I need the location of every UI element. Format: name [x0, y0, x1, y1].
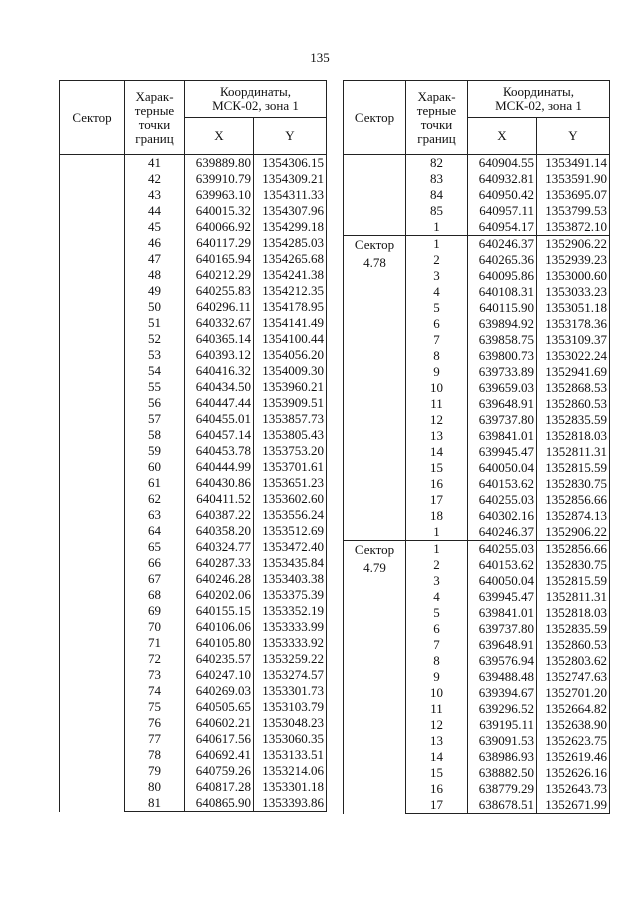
sector-cell — [344, 541, 406, 814]
y-coordinate-cell: 1352868.53 — [537, 380, 610, 396]
y-coordinate-cell: 1352619.46 — [537, 749, 610, 765]
y-coordinate-cell: 1352856.66 — [537, 492, 610, 508]
y-coordinate-cell: 1353591.90 — [537, 171, 610, 187]
point-number-cell: 51 — [125, 315, 185, 331]
point-number-cell: 16 — [406, 781, 468, 797]
sector-column-header: Сектор — [344, 81, 406, 155]
x-coordinate-cell: 640617.56 — [185, 731, 254, 747]
point-number-cell: 68 — [125, 587, 185, 603]
point-number-cell: 15 — [406, 460, 468, 476]
y-coordinate-cell: 1353259.22 — [254, 651, 327, 667]
y-coordinate-cell: 1352906.22 — [537, 236, 610, 253]
point-number-cell: 15 — [406, 765, 468, 781]
y-coordinate-cell: 1353556.24 — [254, 507, 327, 523]
y-coordinate-cell: 1353872.10 — [537, 219, 610, 236]
y-coordinate-cell: 1352747.63 — [537, 669, 610, 685]
x-coordinate-cell: 640153.62 — [468, 476, 537, 492]
y-coordinate-cell: 1353333.92 — [254, 635, 327, 651]
point-number-cell: 10 — [406, 380, 468, 396]
x-coordinate-cell: 640957.11 — [468, 203, 537, 219]
y-coordinate-cell: 1353178.36 — [537, 316, 610, 332]
y-coordinate-cell: 1353048.23 — [254, 715, 327, 731]
x-coordinate-cell: 640246.28 — [185, 571, 254, 587]
point-number-cell: 58 — [125, 427, 185, 443]
x-coordinate-cell: 639800.73 — [468, 348, 537, 364]
x-coordinate-cell: 640453.78 — [185, 443, 254, 459]
x-coordinate-cell: 640066.92 — [185, 219, 254, 235]
coordinates-header-line: МСК-02, зона 1 — [212, 98, 299, 113]
y-coordinate-cell: 1353333.99 — [254, 619, 327, 635]
point-number-cell: 55 — [125, 379, 185, 395]
point-number-cell: 43 — [125, 187, 185, 203]
point-number-cell: 44 — [125, 203, 185, 219]
point-number-cell: 12 — [406, 412, 468, 428]
table-header — [344, 81, 610, 155]
point-number-cell: 1 — [406, 524, 468, 541]
x-coordinate-cell: 638678.51 — [468, 797, 537, 814]
x-coordinate-cell: 638986.93 — [468, 749, 537, 765]
x-coordinate-cell: 640332.67 — [185, 315, 254, 331]
y-coordinate-cell: 1353753.20 — [254, 443, 327, 459]
x-coordinate-cell: 639659.03 — [468, 380, 537, 396]
point-number-cell: 71 — [125, 635, 185, 651]
x-coordinate-cell: 640212.29 — [185, 267, 254, 283]
table-row — [344, 541, 610, 558]
points-header-line: границ — [135, 130, 174, 146]
point-number-cell: 50 — [125, 299, 185, 315]
y-coordinate-cell: 1352906.22 — [537, 524, 610, 541]
x-coordinate-cell: 639963.10 — [185, 187, 254, 203]
y-coordinate-cell: 1352860.53 — [537, 637, 610, 653]
x-coordinate-cell: 639488.48 — [468, 669, 537, 685]
y-coordinate-cell: 1352818.03 — [537, 605, 610, 621]
x-coordinate-cell: 640950.42 — [468, 187, 537, 203]
point-number-cell: 1 — [406, 541, 468, 558]
x-coordinate-cell: 639889.80 — [185, 155, 254, 172]
point-number-cell: 2 — [406, 557, 468, 573]
point-number-cell: 9 — [406, 364, 468, 380]
x-coordinate-cell: 639648.91 — [468, 396, 537, 412]
y-coordinate-cell: 1354178.95 — [254, 299, 327, 315]
x-coordinate-cell: 640932.81 — [468, 171, 537, 187]
y-coordinate-cell: 1352856.66 — [537, 541, 610, 558]
x-coordinate-cell: 640296.11 — [185, 299, 254, 315]
x-coordinate-cell: 640050.04 — [468, 573, 537, 589]
x-coordinate-cell: 639910.79 — [185, 171, 254, 187]
points-column-header — [406, 81, 468, 155]
point-number-cell: 75 — [125, 699, 185, 715]
x-coordinate-cell: 640387.22 — [185, 507, 254, 523]
x-coordinate-cell: 639945.47 — [468, 589, 537, 605]
y-coordinate-cell: 1354241.38 — [254, 267, 327, 283]
x-coordinate-cell: 640015.32 — [185, 203, 254, 219]
x-coordinate-cell: 639394.67 — [468, 685, 537, 701]
y-coordinate-cell: 1353857.73 — [254, 411, 327, 427]
y-coordinate-cell: 1352830.75 — [537, 476, 610, 492]
point-number-cell: 6 — [406, 316, 468, 332]
point-number-cell: 13 — [406, 733, 468, 749]
point-number-cell: 17 — [406, 797, 468, 814]
coordinates-header-line: Координаты, — [220, 84, 291, 99]
points-header-line: точки — [420, 116, 453, 132]
y-coordinate-cell: 1352811.31 — [537, 589, 610, 605]
point-number-cell: 13 — [406, 428, 468, 444]
coordinates-header-line: Координаты, — [503, 84, 574, 99]
point-number-cell: 57 — [125, 411, 185, 427]
x-coordinate-cell: 639737.80 — [468, 412, 537, 428]
point-number-cell: 83 — [406, 171, 468, 187]
y-coordinate-cell: 1354309.21 — [254, 171, 327, 187]
x-coordinate-cell: 640155.15 — [185, 603, 254, 619]
y-coordinate-cell: 1352835.59 — [537, 412, 610, 428]
point-number-cell: 67 — [125, 571, 185, 587]
point-number-cell: 74 — [125, 683, 185, 699]
points-header-line: границ — [417, 130, 456, 146]
y-coordinate-cell: 1353909.51 — [254, 395, 327, 411]
y-coordinate-cell: 1352835.59 — [537, 621, 610, 637]
table-row — [344, 155, 610, 172]
y-coordinate-cell: 1353109.37 — [537, 332, 610, 348]
y-coordinate-cell: 1354311.33 — [254, 187, 327, 203]
y-coordinate-cell: 1354100.44 — [254, 331, 327, 347]
point-number-cell: 61 — [125, 475, 185, 491]
sector-label: 4.79 — [363, 560, 386, 575]
point-number-cell: 3 — [406, 573, 468, 589]
point-number-cell: 14 — [406, 749, 468, 765]
point-number-cell: 8 — [406, 348, 468, 364]
y-coordinate-cell: 1354299.18 — [254, 219, 327, 235]
x-coordinate-cell: 640411.52 — [185, 491, 254, 507]
x-coordinate-cell: 640759.26 — [185, 763, 254, 779]
y-coordinate-cell: 1353403.38 — [254, 571, 327, 587]
point-number-cell: 63 — [125, 507, 185, 523]
x-coordinate-cell: 640255.83 — [185, 283, 254, 299]
x-coordinate-cell: 640255.03 — [468, 541, 537, 558]
x-coordinate-cell: 640246.37 — [468, 236, 537, 253]
y-coordinate-cell: 1353805.43 — [254, 427, 327, 443]
y-coordinate-cell: 1354285.03 — [254, 235, 327, 251]
x-coordinate-cell: 640324.77 — [185, 539, 254, 555]
points-header-line: Харак- — [135, 88, 174, 104]
y-coordinate-cell: 1353512.69 — [254, 523, 327, 539]
point-number-cell: 65 — [125, 539, 185, 555]
point-number-cell: 82 — [406, 155, 468, 172]
point-number-cell: 1 — [406, 236, 468, 253]
x-coordinate-cell: 640416.32 — [185, 363, 254, 379]
y-coordinate-cell: 1353472.40 — [254, 539, 327, 555]
point-number-cell: 46 — [125, 235, 185, 251]
y-coordinate-cell: 1353375.39 — [254, 587, 327, 603]
x-coordinate-cell: 640865.90 — [185, 795, 254, 812]
point-number-cell: 12 — [406, 717, 468, 733]
x-coordinate-cell: 640165.94 — [185, 251, 254, 267]
y-coordinate-cell: 1352860.53 — [537, 396, 610, 412]
y-coordinate-cell: 1353060.35 — [254, 731, 327, 747]
y-coordinate-cell: 1352815.59 — [537, 573, 610, 589]
sector-cell — [344, 236, 406, 541]
point-number-cell: 11 — [406, 701, 468, 717]
point-number-cell: 14 — [406, 444, 468, 460]
x-coordinate-cell: 639648.91 — [468, 637, 537, 653]
y-coordinate-cell: 1353435.84 — [254, 555, 327, 571]
coordinates-header-line: МСК-02, зона 1 — [495, 98, 582, 113]
point-number-cell: 56 — [125, 395, 185, 411]
y-coordinate-cell: 1354212.35 — [254, 283, 327, 299]
point-number-cell: 59 — [125, 443, 185, 459]
point-number-cell: 10 — [406, 685, 468, 701]
x-coordinate-cell: 639737.80 — [468, 621, 537, 637]
point-number-cell: 72 — [125, 651, 185, 667]
coordinates-header — [185, 81, 327, 118]
x-coordinate-cell: 639858.75 — [468, 332, 537, 348]
sector-cell — [344, 155, 406, 236]
point-number-cell: 60 — [125, 459, 185, 475]
point-number-cell: 76 — [125, 715, 185, 731]
x-coordinate-cell: 640246.37 — [468, 524, 537, 541]
y-coordinate-cell: 1354306.15 — [254, 155, 327, 172]
x-coordinate-cell: 640115.90 — [468, 300, 537, 316]
x-coordinate-cell: 640954.17 — [468, 219, 537, 236]
y-coordinate-cell: 1353602.60 — [254, 491, 327, 507]
y-coordinate-cell: 1353491.14 — [537, 155, 610, 172]
point-number-cell: 7 — [406, 332, 468, 348]
point-number-cell: 3 — [406, 268, 468, 284]
sector-label: Сектор — [354, 542, 395, 557]
point-number-cell: 84 — [406, 187, 468, 203]
x-coordinate-cell: 639296.52 — [468, 701, 537, 717]
y-coordinate-cell: 1352939.23 — [537, 252, 610, 268]
x-coordinate-cell: 640265.36 — [468, 252, 537, 268]
coordinates-header — [468, 81, 610, 118]
y-column-header: Y — [537, 118, 610, 155]
y-coordinate-cell: 1354009.30 — [254, 363, 327, 379]
points-header-line: терные — [134, 102, 175, 118]
x-coordinate-cell: 639091.53 — [468, 733, 537, 749]
point-number-cell: 5 — [406, 605, 468, 621]
y-coordinate-cell: 1352874.13 — [537, 508, 610, 524]
sector-cell — [60, 155, 125, 812]
x-coordinate-cell: 640117.29 — [185, 235, 254, 251]
y-coordinate-cell: 1353103.79 — [254, 699, 327, 715]
y-coordinate-cell: 1352643.73 — [537, 781, 610, 797]
x-coordinate-cell: 640904.55 — [468, 155, 537, 172]
y-coordinate-cell: 1352811.31 — [537, 444, 610, 460]
point-number-cell: 9 — [406, 669, 468, 685]
point-number-cell: 49 — [125, 283, 185, 299]
table-body — [344, 155, 610, 814]
table-header — [60, 81, 327, 155]
point-number-cell: 53 — [125, 347, 185, 363]
point-number-cell: 4 — [406, 589, 468, 605]
x-coordinate-cell: 639841.01 — [468, 428, 537, 444]
y-coordinate-cell: 1353022.24 — [537, 348, 610, 364]
point-number-cell: 18 — [406, 508, 468, 524]
x-coordinate-cell: 640365.14 — [185, 331, 254, 347]
y-coordinate-cell: 1354056.20 — [254, 347, 327, 363]
x-coordinate-cell: 639945.47 — [468, 444, 537, 460]
x-coordinate-cell: 639576.94 — [468, 653, 537, 669]
point-number-cell: 42 — [125, 171, 185, 187]
coordinates-table-left — [59, 80, 327, 812]
table-body — [60, 155, 327, 812]
sector-label: Сектор — [354, 237, 395, 252]
x-coordinate-cell: 640095.86 — [468, 268, 537, 284]
point-number-cell: 7 — [406, 637, 468, 653]
y-coordinate-cell: 1354141.49 — [254, 315, 327, 331]
table-row — [60, 155, 327, 172]
y-coordinate-cell: 1352803.62 — [537, 653, 610, 669]
x-coordinate-cell: 640817.28 — [185, 779, 254, 795]
y-coordinate-cell: 1352638.90 — [537, 717, 610, 733]
y-coordinate-cell: 1353133.51 — [254, 747, 327, 763]
y-coordinate-cell: 1353651.23 — [254, 475, 327, 491]
point-number-cell: 62 — [125, 491, 185, 507]
y-coordinate-cell: 1352830.75 — [537, 557, 610, 573]
x-coordinate-cell: 640457.14 — [185, 427, 254, 443]
point-number-cell: 81 — [125, 795, 185, 812]
y-coordinate-cell: 1353051.18 — [537, 300, 610, 316]
sector-column-header: Сектор — [60, 81, 125, 155]
x-coordinate-cell: 639894.92 — [468, 316, 537, 332]
point-number-cell: 66 — [125, 555, 185, 571]
point-number-cell: 5 — [406, 300, 468, 316]
y-coordinate-cell: 1353695.07 — [537, 187, 610, 203]
y-coordinate-cell: 1352701.20 — [537, 685, 610, 701]
y-coordinate-cell: 1352623.75 — [537, 733, 610, 749]
point-number-cell: 52 — [125, 331, 185, 347]
point-number-cell: 11 — [406, 396, 468, 412]
x-coordinate-cell: 640235.57 — [185, 651, 254, 667]
point-number-cell: 2 — [406, 252, 468, 268]
x-coordinate-cell: 640602.21 — [185, 715, 254, 731]
x-coordinate-cell: 640287.33 — [185, 555, 254, 571]
point-number-cell: 77 — [125, 731, 185, 747]
x-coordinate-cell: 640106.06 — [185, 619, 254, 635]
point-number-cell: 79 — [125, 763, 185, 779]
x-coordinate-cell: 640108.31 — [468, 284, 537, 300]
point-number-cell: 73 — [125, 667, 185, 683]
x-coordinate-cell: 640455.01 — [185, 411, 254, 427]
y-coordinate-cell: 1352815.59 — [537, 460, 610, 476]
point-number-cell: 6 — [406, 621, 468, 637]
x-coordinate-cell: 640153.62 — [468, 557, 537, 573]
x-coordinate-cell: 640444.99 — [185, 459, 254, 475]
x-column-header: X — [185, 118, 254, 155]
point-number-cell: 69 — [125, 603, 185, 619]
y-column-header: Y — [254, 118, 327, 155]
y-coordinate-cell: 1353701.61 — [254, 459, 327, 475]
x-coordinate-cell: 640050.04 — [468, 460, 537, 476]
y-coordinate-cell: 1353301.73 — [254, 683, 327, 699]
point-number-cell: 85 — [406, 203, 468, 219]
point-number-cell: 80 — [125, 779, 185, 795]
x-coordinate-cell: 638779.29 — [468, 781, 537, 797]
x-coordinate-cell: 640430.86 — [185, 475, 254, 491]
x-coordinate-cell: 640692.41 — [185, 747, 254, 763]
points-header-line: терные — [416, 102, 457, 118]
coordinates-table-right — [343, 80, 610, 814]
points-header-line: Харак- — [417, 88, 456, 104]
point-number-cell: 54 — [125, 363, 185, 379]
point-number-cell: 47 — [125, 251, 185, 267]
y-coordinate-cell: 1352626.16 — [537, 765, 610, 781]
x-coordinate-cell: 639195.11 — [468, 717, 537, 733]
point-number-cell: 1 — [406, 219, 468, 236]
x-coordinate-cell: 640434.50 — [185, 379, 254, 395]
y-coordinate-cell: 1353274.57 — [254, 667, 327, 683]
y-coordinate-cell: 1353033.23 — [537, 284, 610, 300]
x-coordinate-cell: 640105.80 — [185, 635, 254, 651]
x-coordinate-cell: 640247.10 — [185, 667, 254, 683]
point-number-cell: 78 — [125, 747, 185, 763]
x-coordinate-cell: 640255.03 — [468, 492, 537, 508]
sector-label: 4.78 — [363, 255, 386, 270]
y-coordinate-cell: 1354307.96 — [254, 203, 327, 219]
x-coordinate-cell: 640269.03 — [185, 683, 254, 699]
point-number-cell: 64 — [125, 523, 185, 539]
point-number-cell: 4 — [406, 284, 468, 300]
point-number-cell: 45 — [125, 219, 185, 235]
y-coordinate-cell: 1354265.68 — [254, 251, 327, 267]
y-coordinate-cell: 1353214.06 — [254, 763, 327, 779]
page-number: 135 — [310, 50, 330, 65]
y-coordinate-cell: 1352671.99 — [537, 797, 610, 814]
x-coordinate-cell: 640393.12 — [185, 347, 254, 363]
point-number-cell: 16 — [406, 476, 468, 492]
x-coordinate-cell: 640302.16 — [468, 508, 537, 524]
point-number-cell: 48 — [125, 267, 185, 283]
points-column-header — [125, 81, 185, 155]
y-coordinate-cell: 1353393.86 — [254, 795, 327, 812]
x-coordinate-cell: 639733.89 — [468, 364, 537, 380]
table-row — [344, 236, 610, 253]
y-coordinate-cell: 1353301.18 — [254, 779, 327, 795]
x-coordinate-cell: 640505.65 — [185, 699, 254, 715]
y-coordinate-cell: 1353000.60 — [537, 268, 610, 284]
y-coordinate-cell: 1352818.03 — [537, 428, 610, 444]
x-coordinate-cell: 639841.01 — [468, 605, 537, 621]
x-coordinate-cell: 640447.44 — [185, 395, 254, 411]
x-coordinate-cell: 640202.06 — [185, 587, 254, 603]
x-coordinate-cell: 640358.20 — [185, 523, 254, 539]
point-number-cell: 17 — [406, 492, 468, 508]
point-number-cell: 70 — [125, 619, 185, 635]
x-column-header: X — [468, 118, 537, 155]
point-number-cell: 41 — [125, 155, 185, 172]
y-coordinate-cell: 1353799.53 — [537, 203, 610, 219]
y-coordinate-cell: 1353352.19 — [254, 603, 327, 619]
x-coordinate-cell: 638882.50 — [468, 765, 537, 781]
y-coordinate-cell: 1352664.82 — [537, 701, 610, 717]
point-number-cell: 8 — [406, 653, 468, 669]
y-coordinate-cell: 1352941.69 — [537, 364, 610, 380]
y-coordinate-cell: 1353960.21 — [254, 379, 327, 395]
points-header-line: точки — [138, 116, 171, 132]
